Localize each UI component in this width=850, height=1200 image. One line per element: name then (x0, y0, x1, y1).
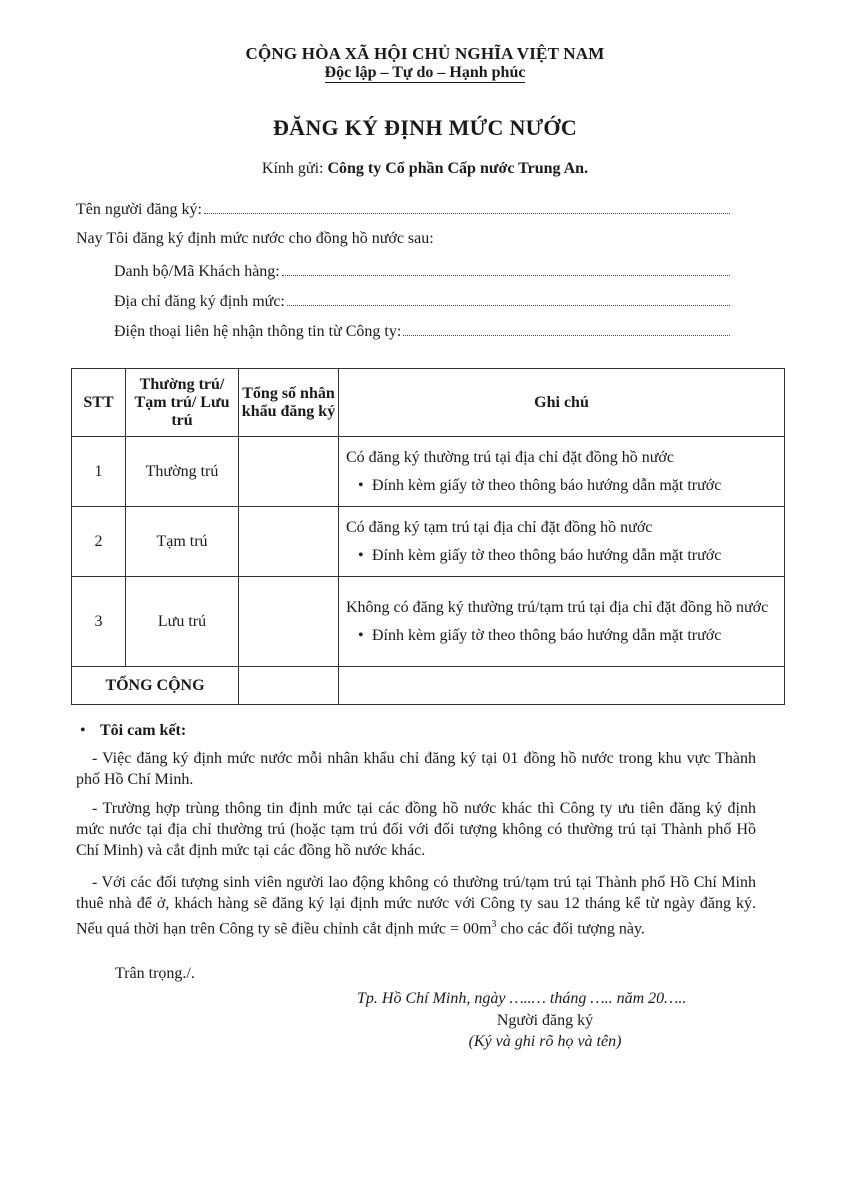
row-note-bullet: • Đính kèm giấy tờ theo thông báo hướng dẫn mặt trước (346, 546, 778, 566)
addressee (0, 160, 850, 178)
motto (0, 64, 850, 82)
nation-header: CỘNG HÒA XÃ HỘI CHỦ NGHĨA VIỆT NAM (245, 44, 605, 63)
signer-instruction: (Ký và ghi rõ họ và tên) (468, 1033, 622, 1050)
header-total-members: Tổng số nhân khẩu đăng ký (239, 369, 339, 437)
phone-blank[interactable] (403, 322, 730, 336)
address-blank[interactable] (287, 292, 730, 306)
cubic-superscript: 3 (491, 919, 497, 930)
closing: Trân trọng./. (115, 965, 195, 982)
motto-text: Độc lập – Tự do – Hạnh phúc (324, 64, 526, 81)
row-total-cell[interactable] (239, 437, 339, 507)
address-label: Địa chỉ đăng ký định mức: (114, 293, 285, 310)
table-row (72, 507, 785, 577)
commitment-item-3-end: cho các đối tượng này. (496, 920, 645, 938)
row-type: Thường trú (126, 437, 239, 507)
table-header-row (72, 369, 785, 437)
row-note (339, 577, 785, 667)
total-label: TỔNG CỘNG (72, 667, 239, 705)
intro-line (76, 230, 434, 248)
registration-table (71, 368, 785, 705)
row-note-bullet: • Đính kèm giấy tờ theo thông báo hướng dẫn mặt trước (346, 626, 778, 646)
total-members-cell[interactable] (239, 667, 339, 705)
phone-label: Điện thoại liên hệ nhận thông tin từ Công ty: (114, 323, 402, 340)
date-line: Tp. Hồ Chí Minh, ngày …..… tháng ….. năm 20….. (357, 990, 687, 1007)
row-stt: 1 (72, 437, 126, 507)
intro-text: Nay Tôi đăng ký định mức nước cho đồng hồ nước sau: (76, 230, 434, 247)
commitment-heading: • Tôi cam kết: (80, 722, 186, 740)
row-type: Lưu trú (126, 577, 239, 667)
header-residence-type: Thường trú/ Tạm trú/ Lưu trú (126, 369, 239, 437)
row-total-cell[interactable] (239, 507, 339, 577)
row-stt: 3 (72, 577, 126, 667)
signer-role: Người đăng ký (496, 1012, 594, 1029)
row-stt: 2 (72, 507, 126, 577)
row-note-text: Không có đăng ký thường trú/tạm trú tại địa chỉ đặt đồng hồ nước (346, 598, 769, 616)
commitment-item-3 (76, 872, 756, 939)
commitment-item-3-text: - Với các đối tượng sinh viên người lao động không có thường trú/tạm trú tại Thành phố Hồ Chí Minh thuê nhà để ở, khách hàng sẽ đăng ký lại định mức nước với Công ty sau 12 tháng kể từ ngày đăng ký. Nếu quá thời hạn trên Công ty sẽ điều chỉnh cắt định mức = 00m (76, 874, 756, 938)
row-note (339, 437, 785, 507)
header-notes: Ghi chú (339, 369, 785, 437)
page-title: ĐĂNG KÝ ĐỊNH MỨC NƯỚC (272, 115, 578, 140)
addressee-company: Công ty Cổ phần Cấp nước Trung An. (327, 160, 589, 177)
customer-code-field[interactable] (114, 262, 730, 281)
row-type: Tạm trú (126, 507, 239, 577)
header-stt: STT (72, 369, 126, 437)
total-notes-cell (339, 667, 785, 705)
customer-code-label: Danh bộ/Mã Khách hàng: (114, 263, 280, 280)
row-note (339, 507, 785, 577)
registrant-blank[interactable] (204, 200, 730, 214)
phone-field[interactable] (114, 322, 730, 341)
row-total-cell[interactable] (239, 577, 339, 667)
registrant-field[interactable] (76, 200, 730, 219)
customer-code-blank[interactable] (282, 262, 730, 276)
commitment-item-1: - Việc đăng ký định mức nước mỗi nhân khẩu chỉ đăng ký tại 01 đồng hồ nước trong khu vực Thành phố Hồ Chí Minh. (76, 750, 756, 788)
registrant-label: Tên người đăng ký: (76, 201, 202, 218)
row-note-text: Có đăng ký tạm trú tại địa chỉ đặt đồng hồ nước (346, 518, 653, 536)
table-total-row (72, 667, 785, 705)
address-field[interactable] (114, 292, 730, 311)
row-note-text: Có đăng ký thường trú tại địa chỉ đặt đồng hồ nước (346, 448, 674, 466)
addressee-label: Kính gửi: (261, 160, 328, 177)
commitment-item-2: - Trường hợp trùng thông tin định mức tại các đồng hồ nước khác thì Công ty ưu tiên đăng ký định mức nước tại địa chỉ thường trú (hoặc tạm trú đối với đối tượng không có thường trú tại Thành phố Hồ Chí Minh) và cắt định mức tại các đồng hồ nước khác. (76, 800, 756, 859)
row-note-bullet: • Đính kèm giấy tờ theo thông báo hướng dẫn mặt trước (346, 476, 778, 496)
table-row (72, 577, 785, 667)
table-row (72, 437, 785, 507)
